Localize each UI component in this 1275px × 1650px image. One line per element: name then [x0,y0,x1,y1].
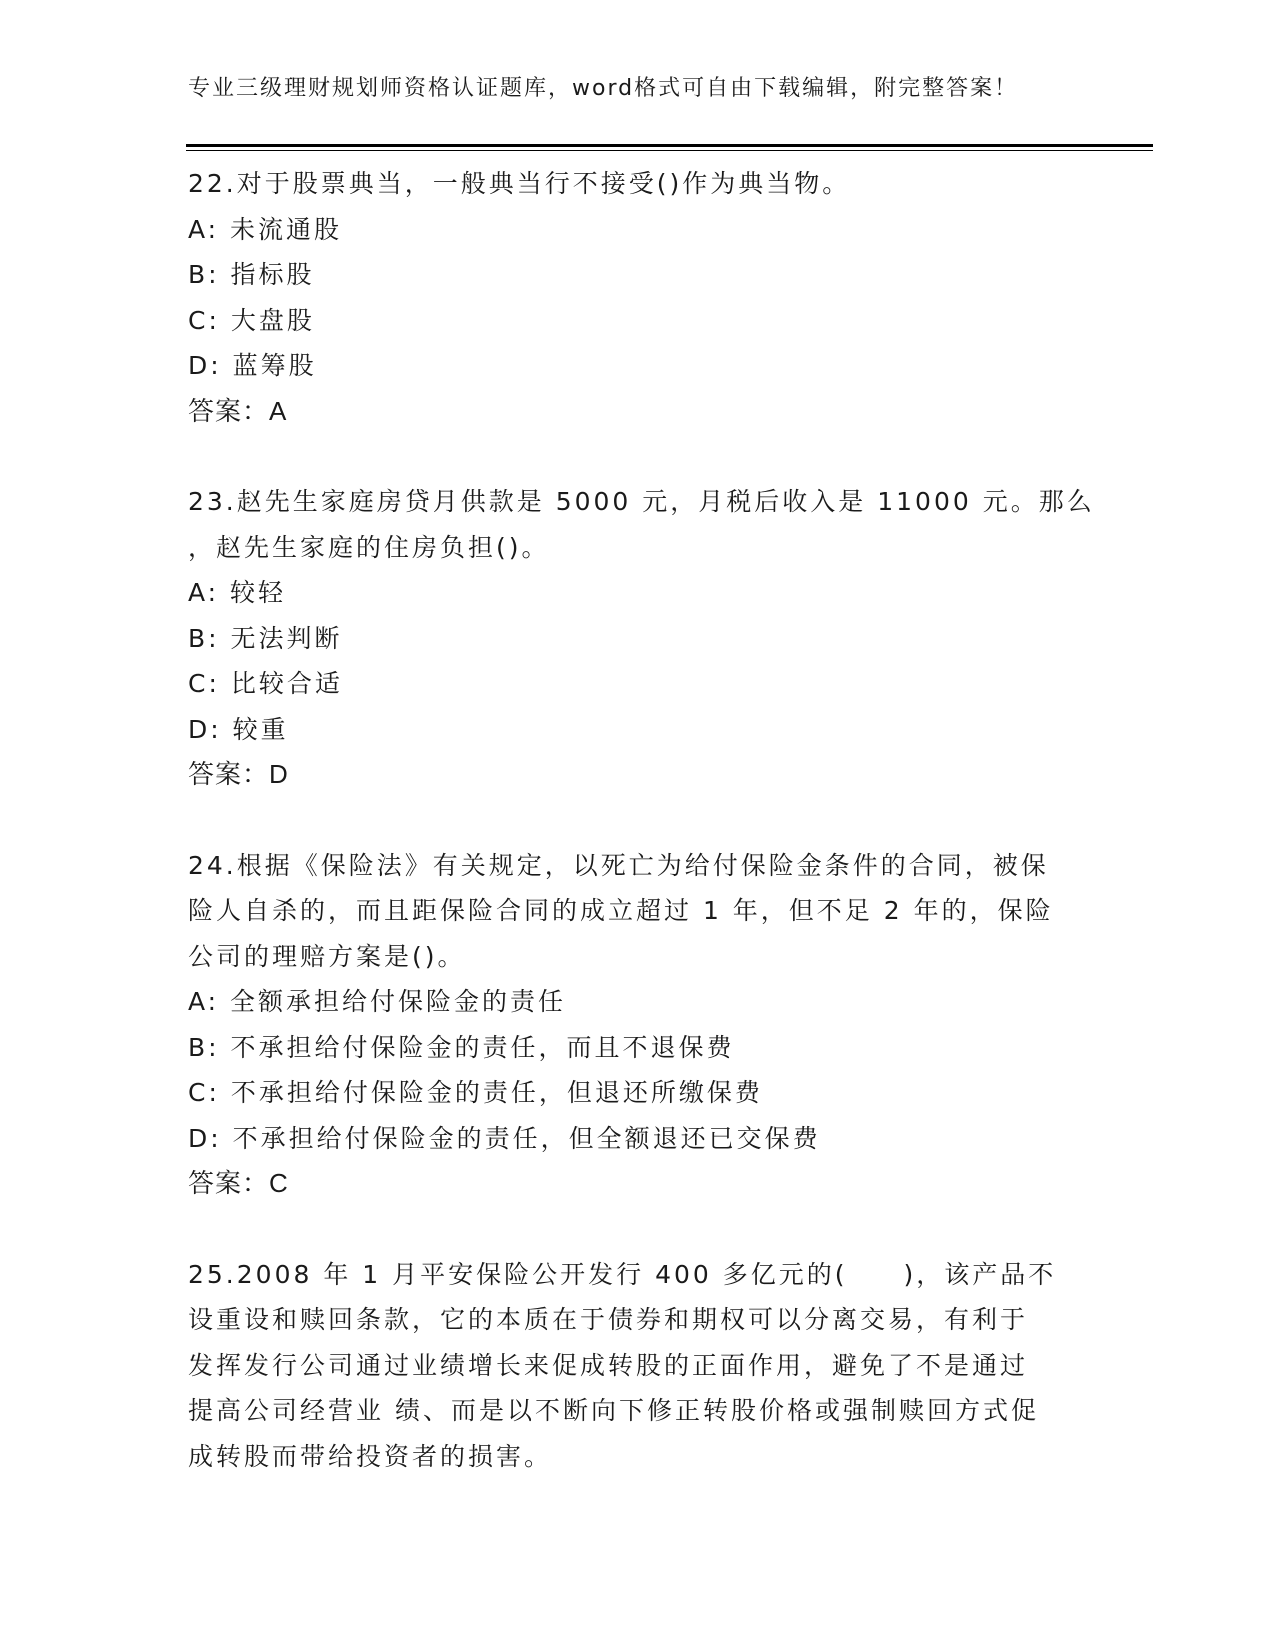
question-stem: 24.根据《保险法》有关规定，以死亡为给付保险金条件的合同，被保 [188,850,1049,880]
question-stem: ，赵先生家庭的住房负担()。 [188,532,550,562]
answer: 答案：A [188,395,288,426]
option-d: D: 不承担给付保险金的责任，但全额退还已交保费 [188,1123,821,1153]
page-header: 专业三级理财规划师资格认证题库，word格式可自由下载编辑，附完整答案！ [188,76,1019,101]
question-24 [188,843,1078,1207]
option-c: C: 大盘股 [188,305,315,335]
option-a: A: 全额承担给付保险金的责任 [188,987,567,1016]
question-stem: 提高公司经营业 绩、而是以不断向下修正转股价格或强制赎回方式促 [188,1396,1039,1425]
spacer [188,1207,1078,1252]
option-c: C: 比较合适 [188,669,343,698]
option-d: D: 蓝筹股 [188,351,317,380]
question-stem: 发挥发行公司通过业绩增长来促成转股的正面作用，避免了不是通过 [188,1350,1029,1380]
question-stem: 险人自杀的，而且距保险合同的成立超过 1 年，但不足 2 年的，保险 [188,896,1054,925]
question-stem: 23.赵先生家庭房贷月供款是 5000 元，月税后收入是 11000 元。那么 [188,487,1095,516]
option-b: B: 指标股 [188,260,315,289]
answer: 答案：C [188,1168,289,1198]
question-stem: 成转股而带给投资者的损害。 [188,1441,553,1471]
question-stem: 设重设和赎回条款，它的本质在于债券和期权可以分离交易，有利于 [188,1305,1029,1334]
question-stem: 25.2008 年 1 月平安保险公开发行 400 多亿元的( )，该产品不 [188,1259,1057,1289]
option-b: B: 不承担给付保险金的责任，而且不退保费 [188,1032,735,1062]
option-a: A: 较轻 [188,578,287,607]
spacer [188,798,1078,843]
header-rule-thin [186,150,1153,151]
question-list [188,161,1095,1479]
option-c: C: 不承担给付保险金的责任，但退还所缴保费 [188,1078,763,1107]
question-23 [188,479,1095,798]
answer: 答案：D [188,759,289,789]
option-d: D: 较重 [188,714,289,744]
spacer [188,434,1078,479]
question-22 [188,161,1078,434]
option-a: A: 未流通股 [188,214,343,244]
question-stem: 22.对于股票典当，一般典当行不接受()作为典当物。 [188,169,851,198]
question-stem: 公司的理赔方案是()。 [188,941,466,971]
option-b: B: 无法判断 [188,623,343,653]
question-25 [188,1252,1078,1480]
header-rule-thick [186,144,1153,147]
